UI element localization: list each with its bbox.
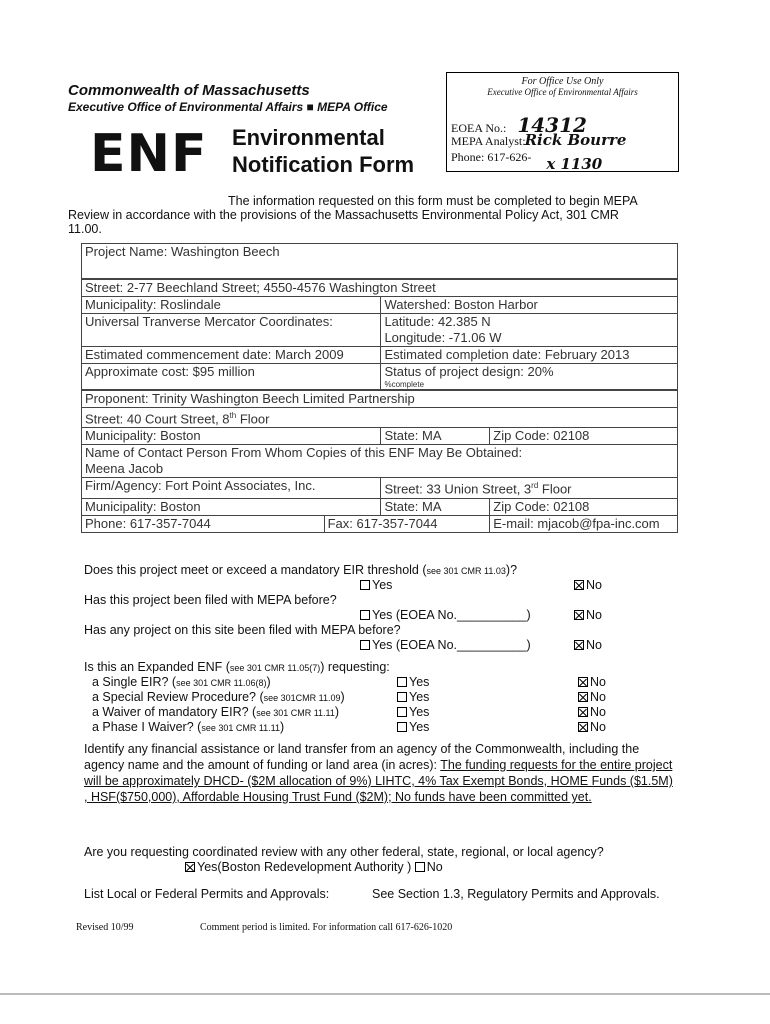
q2-yes-checkbox[interactable]: [360, 610, 370, 620]
proponent-municipality: Municipality: Boston: [82, 428, 381, 445]
analyst-label: MEPA Analyst:: [451, 134, 526, 148]
q4a-no-checkbox[interactable]: [578, 677, 588, 687]
contact-label: Name of Contact Person From Whom Copies of this ENF May Be Obtained:: [85, 445, 523, 461]
q3-yes-checkbox[interactable]: [360, 640, 370, 650]
q2-no-label: No: [586, 608, 602, 622]
q4d-yes-checkbox[interactable]: [397, 722, 407, 732]
q1-no-label: No: [586, 578, 602, 592]
form-title-line-1: Environmental: [232, 125, 385, 150]
q4d-no-label: No: [590, 720, 606, 734]
q4a-close: ): [266, 675, 271, 689]
q4b-yes-label: Yes: [409, 690, 430, 704]
office-use-box: [446, 72, 679, 172]
q4a-label: a Single EIR? (: [92, 675, 177, 689]
completion-date: Estimated completion date: February 2013: [381, 347, 678, 364]
contact-phone: Phone: 617-357-7044: [82, 515, 325, 532]
proponent-street-sup: th: [229, 411, 237, 420]
contact-street-text: Street: 33 Union Street, 3: [384, 481, 532, 497]
q1-yes-label: Yes: [372, 578, 393, 592]
proponent-street-floor: Floor: [236, 411, 270, 427]
project-info-table: [81, 243, 678, 533]
q4b-no-checkbox[interactable]: [578, 692, 588, 702]
question-eir-threshold: [84, 563, 517, 577]
q3-no-checkbox[interactable]: [574, 640, 584, 650]
q3-no-option[interactable]: [574, 638, 602, 652]
question-filed-before: Has this project been filed with MEPA before?: [84, 593, 337, 607]
contact-fax: Fax: 617-357-7044: [324, 515, 490, 532]
commonwealth-heading: Commonwealth of Massachusetts: [68, 82, 310, 99]
intro-line-1: The information requested on this form must be completed to begin MEPA: [228, 194, 638, 208]
enf-logo: ENF: [90, 124, 208, 184]
intro-line-3: 11.00.: [68, 222, 102, 236]
q4b-label: a Special Review Procedure? (: [92, 690, 264, 704]
financial-assistance: [84, 741, 676, 805]
approximate-cost: Approximate cost: $95 million: [82, 364, 381, 391]
intro-line-2: Review in accordance with the provisions of the Massachusetts Environmental Policy Act, 301 CMR: [68, 208, 619, 222]
q4-text: Is this an Expanded ENF (: [84, 660, 230, 674]
q1-text: Does this project meet or exceed a mandatory EIR threshold (: [84, 563, 427, 577]
project-street: Street: 2-77 Beechland Street; 4550-4576 Washington Street: [82, 279, 678, 297]
q4a-yes-label: Yes: [409, 675, 430, 689]
q4d-ref: see 301 CMR 11.11: [201, 723, 281, 733]
revised-date: Revised 10/99: [76, 922, 134, 933]
q4c-yes-label: Yes: [409, 705, 430, 719]
design-status-note: %complete: [384, 380, 425, 389]
q4c-close: ): [334, 705, 340, 719]
office-phone-ext: x 1130: [546, 155, 603, 173]
contact-street: [381, 478, 678, 498]
q3-yes-label: Yes (EOEA No.__________): [372, 638, 531, 652]
contact-street-sup: rd: [531, 481, 539, 491]
project-name: Project Name: Washington Beech: [82, 244, 678, 280]
analyst-name: Rick Bourre: [524, 131, 627, 149]
office-line: Executive Office of Environmental Affairs ■ MEPA Office: [68, 100, 388, 114]
q4c-yes-option[interactable]: [397, 705, 429, 719]
q4b-yes-checkbox[interactable]: [397, 692, 407, 702]
q4c-no-checkbox[interactable]: [578, 707, 588, 717]
q2-yes-option[interactable]: [360, 608, 531, 622]
q4-end: ) requesting:: [320, 660, 390, 674]
q2-yes-label: Yes (EOEA No.__________): [372, 608, 531, 622]
q4d-close: ): [280, 720, 285, 734]
longitude: Longitude: -71.06 W: [384, 330, 502, 345]
project-watershed: Watershed: Boston Harbor: [381, 297, 678, 314]
intro-paragraph: [68, 194, 683, 236]
financial-answer: The funding requests for the entire project will be approximately DHCD- ($2M allocation of 9%) LIHTC, 4% Tax Exempt Bonds, HOME Funds ($1.5M) , HSF($750,000), Affordable Housing Trust Fund ($2M); No funds have been committed yet.: [84, 758, 673, 804]
q4a-no-option[interactable]: [578, 675, 606, 689]
form-title: [232, 124, 414, 178]
coordinated-yes-option[interactable]: [185, 860, 443, 874]
q4d-no-option[interactable]: [578, 720, 606, 734]
q1-yes-checkbox[interactable]: [360, 580, 370, 590]
q1-yes-option[interactable]: [360, 578, 392, 592]
q4d-yes-option[interactable]: [397, 720, 429, 734]
coordinated-no-checkbox[interactable]: [415, 862, 425, 872]
question-expanded-enf: [84, 660, 390, 674]
q4d-label: a Phase I Waiver? (: [92, 720, 202, 734]
q3-no-label: No: [586, 638, 602, 652]
q4a-yes-checkbox[interactable]: [397, 677, 407, 687]
q3-yes-option[interactable]: [360, 638, 531, 652]
proponent-street-text: Street: 40 Court Street, 8: [85, 411, 230, 427]
q4c-yes-checkbox[interactable]: [397, 707, 407, 717]
contact-municipality: Municipality: Boston: [82, 498, 381, 515]
q2-no-option[interactable]: [574, 608, 602, 622]
coordinated-review-question: Are you requesting coordinated review with any other federal, state, regional, or local agency?: [84, 845, 604, 859]
question-site-filed: Has any project on this site been filed with MEPA before?: [84, 623, 401, 637]
q4c-no-option[interactable]: [578, 705, 606, 719]
q4b-text: [92, 690, 345, 704]
contact-cell: [82, 445, 678, 478]
q1-ref: see 301 CMR 11.03: [426, 566, 506, 576]
coordinated-no-label: No: [426, 860, 443, 874]
q4b-close: ): [340, 690, 345, 704]
q4b-no-option[interactable]: [578, 690, 606, 704]
contact-firm: Firm/Agency: Fort Point Associates, Inc.: [82, 478, 381, 498]
contact-zip: Zip Code: 02108: [490, 498, 678, 515]
form-title-line-2: Notification Form: [232, 152, 415, 177]
q4c-no-label: No: [590, 705, 606, 719]
q4d-text: [92, 720, 284, 734]
eoea-label: EOEA No.:: [451, 121, 507, 135]
latitude: Latitude: 42.385 N: [384, 314, 491, 329]
contact-state: State: MA: [381, 498, 490, 515]
q4a-no-label: No: [590, 675, 606, 689]
contact-email: E-mail: mjacob@fpa-inc.com: [490, 515, 678, 532]
permits-label: List Local or Federal Permits and Approvals:: [84, 887, 330, 901]
design-status-cell: [381, 364, 678, 391]
q4c-label: a Waiver of mandatory EIR? (: [92, 705, 257, 719]
q4d-yes-label: Yes: [409, 720, 430, 734]
comment-period-note: Comment period is limited. For information call 617-626-1020: [200, 922, 453, 933]
financial-question: Identify any financial assistance or land transfer from an agency of the Commonwealth, including the agency name and the amount of funding or land area (in acres):: [84, 742, 640, 772]
office-phone-label: Phone: 617-626-: [451, 150, 532, 164]
proponent-zip: Zip Code: 02108: [490, 428, 678, 445]
q4-ref: see 301 CMR 11.05(7): [229, 663, 321, 673]
q4c-ref: see 301 CMR 11.11: [256, 708, 335, 718]
contact-name: Meena Jacob: [85, 461, 164, 477]
proponent-name: Proponent: Trinity Washington Beech Limited Partnership: [82, 390, 678, 408]
q4a-ref: see 301 CMR 11.06(8): [176, 678, 267, 688]
q1-no-option[interactable]: [574, 578, 602, 592]
commencement-date: Estimated commencement date: March 2009: [82, 347, 381, 364]
page-bottom-edge: [0, 993, 770, 995]
project-municipality: Municipality: Roslindale: [82, 297, 381, 314]
contact-street-floor: Floor: [538, 481, 572, 497]
q4a-text: [92, 675, 271, 689]
phone-row: [451, 147, 603, 173]
coordinates-cell: [381, 314, 678, 347]
q2-no-checkbox[interactable]: [574, 610, 584, 620]
proponent-state: State: MA: [381, 428, 490, 445]
permits-answer: See Section 1.3, Regulatory Permits and Approvals.: [372, 887, 660, 901]
q4b-no-label: No: [590, 690, 606, 704]
proponent-street: [82, 408, 678, 428]
q1-end: )?: [505, 563, 518, 577]
q4b-ref: see 301CMR 11.09: [263, 693, 341, 703]
q1-no-checkbox[interactable]: [574, 580, 584, 590]
q4d-no-checkbox[interactable]: [578, 722, 588, 732]
q4a-yes-option[interactable]: [397, 675, 429, 689]
office-use-subtitle: Executive Office of Environmental Affairs: [487, 87, 638, 97]
eoea-number: 14312: [517, 113, 587, 137]
office-use-title: For Office Use Only: [521, 76, 604, 87]
q4c-text: [92, 705, 339, 719]
design-status: Status of project design: 20%: [384, 364, 554, 379]
utm-label: Universal Tranverse Mercator Coordinates:: [82, 314, 381, 347]
coordinated-yes-label: Yes(Boston Redevelopment Authority ): [197, 860, 412, 874]
q4b-yes-option[interactable]: [397, 690, 429, 704]
coordinated-yes-checkbox[interactable]: [185, 862, 195, 872]
